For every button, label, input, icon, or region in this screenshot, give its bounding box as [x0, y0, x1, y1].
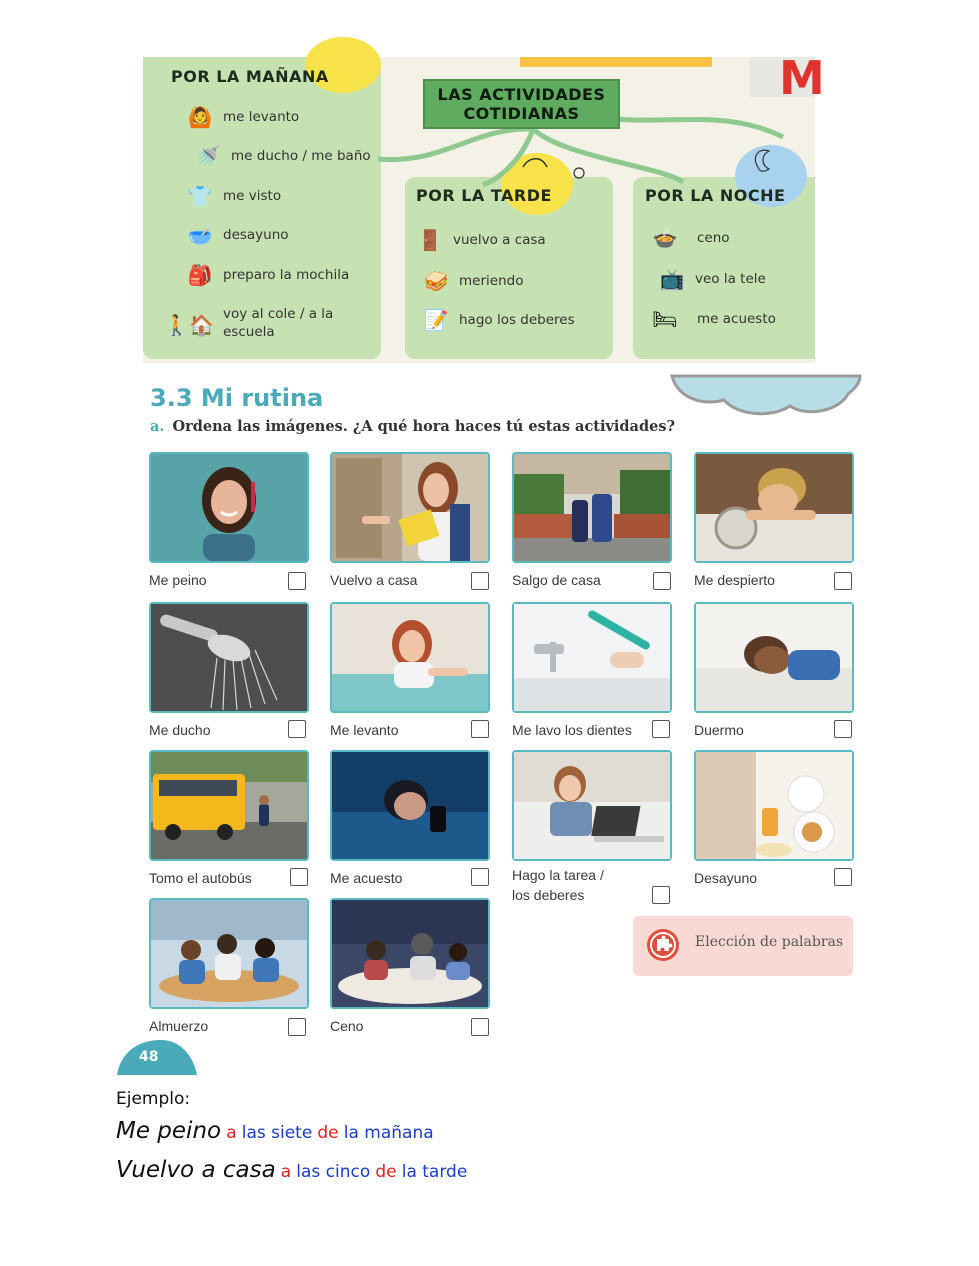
breakfast-icon: 🥣 [187, 223, 213, 247]
order-checkbox[interactable] [288, 572, 306, 590]
dinner-bowl-icon: 🍲 [652, 226, 678, 250]
card-caption-line1: Hago la tarea / [512, 867, 604, 883]
noche-item [639, 223, 730, 253]
activity-label: preparo la mochila [223, 267, 350, 283]
order-checkbox[interactable] [652, 886, 670, 904]
example-de: de [375, 1162, 397, 1182]
cloud-decoration [672, 376, 860, 418]
manana-item [183, 260, 349, 290]
snack-icon: 🥪 [423, 269, 449, 293]
activity-label: me acuesto [697, 311, 776, 327]
card-caption: Me levanto [330, 722, 399, 738]
example-time: las siete [241, 1123, 313, 1143]
photo-toothbrush-sink [512, 602, 672, 713]
example-a: a [226, 1123, 237, 1143]
manana-item [183, 102, 299, 132]
door-icon: 🚪 [417, 228, 443, 252]
order-checkbox[interactable] [290, 868, 308, 886]
example-period: la tarde [401, 1162, 468, 1182]
photo-girl-opening-door [330, 452, 490, 563]
activity-label-line2: escuela [223, 324, 275, 340]
activity-label: me levanto [223, 109, 300, 125]
photo-boy-sleeping [694, 602, 854, 713]
example-line-2 [116, 1157, 467, 1183]
photo-girl-in-bed-phone [330, 750, 490, 861]
photo-girl-getting-up [330, 602, 490, 713]
photo-students-lunch [149, 898, 309, 1009]
activity-label: hago los deberes [459, 312, 575, 328]
order-checkbox[interactable] [834, 868, 852, 886]
photo-boy-laptop [512, 750, 672, 861]
shower-icon: 🚿 [195, 144, 221, 168]
example-de: de [317, 1123, 339, 1143]
order-checkbox[interactable] [471, 572, 489, 590]
word-choice-box[interactable] [633, 916, 853, 976]
activity-label: veo la tele [695, 271, 766, 287]
order-checkbox[interactable] [834, 572, 852, 590]
activity-label: me ducho / me baño [231, 148, 371, 164]
dressing-icon: 👕 [187, 184, 213, 208]
photo-breakfast-table [694, 750, 854, 861]
photo-shower-head [149, 602, 309, 713]
example-line-1 [116, 1118, 434, 1144]
card-caption: Tomo el autobús [149, 870, 252, 886]
page-number: 48 [139, 1049, 159, 1065]
example-time: las cinco [296, 1162, 371, 1182]
order-checkbox[interactable] [288, 720, 306, 738]
card-caption: Me peino [149, 572, 207, 588]
puzzle-icon [646, 928, 680, 962]
photo-family-dinner [330, 898, 490, 1009]
manana-item [183, 181, 281, 211]
tv-icon: 📺 [659, 267, 685, 291]
manana-title: POR LA MAÑANA [171, 67, 329, 86]
instruction-letter: a. [150, 418, 165, 435]
walking-to-school-icon: 🚶🏠 [164, 313, 214, 337]
photo-kids-leaving-home [512, 452, 672, 563]
brand-letter: M [779, 51, 825, 105]
tarde-item [419, 266, 523, 296]
order-checkbox[interactable] [288, 1018, 306, 1036]
card-caption: Me despierto [694, 572, 775, 588]
card-caption: Me ducho [149, 722, 211, 738]
noche-title: POR LA NOCHE [645, 186, 786, 205]
card-caption-line2: los deberes [512, 887, 585, 903]
card-caption: Me lavo los dientes [512, 722, 632, 738]
card-caption: Duermo [694, 722, 744, 738]
center-topic-line1: LAS ACTIVIDADES [437, 85, 606, 104]
noche-item [655, 264, 766, 294]
example-activity: Me peino [116, 1118, 222, 1144]
section-title: 3.3 Mi rutina [150, 384, 324, 412]
activity-label [223, 305, 333, 341]
word-choice-label: Elección de palabras [695, 934, 844, 950]
bed-icon: 🛏 [652, 307, 678, 331]
activity-label: ceno [697, 230, 730, 246]
card-caption: Ceno [330, 1018, 364, 1034]
order-checkbox[interactable] [471, 868, 489, 886]
activity-label: me visto [223, 188, 282, 204]
center-topic-line2: COTIDIANAS [463, 104, 580, 123]
card-caption: Desayuno [694, 870, 758, 886]
card-caption: Almuerzo [149, 1018, 209, 1034]
photo-girl-combing-hair [149, 452, 309, 563]
card-caption: Vuelvo a casa [330, 572, 418, 588]
manana-item [161, 303, 333, 347]
homework-icon: 📝 [423, 308, 449, 332]
activity-label: vuelvo a casa [453, 232, 546, 248]
activity-label: meriendo [459, 273, 524, 289]
activity-label: desayuno [223, 227, 289, 243]
example-activity: Vuelvo a casa [116, 1157, 276, 1183]
example-label: Ejemplo: [116, 1089, 191, 1109]
tarde-title: POR LA TARDE [416, 186, 552, 205]
order-checkbox[interactable] [653, 572, 671, 590]
backpack-icon: 🎒 [187, 263, 213, 287]
center-topic-box [423, 79, 620, 129]
center-topic [425, 85, 618, 123]
mindmap-banner [143, 51, 825, 363]
card-caption: Salgo de casa [512, 572, 601, 588]
order-checkbox[interactable] [652, 720, 670, 738]
noche-item [639, 304, 776, 334]
order-checkbox[interactable] [471, 720, 489, 738]
example-a: a [280, 1162, 292, 1182]
order-checkbox[interactable] [834, 720, 852, 738]
manana-item [191, 141, 371, 171]
instruction [150, 418, 675, 435]
stretching-person-icon: 🙆 [187, 105, 213, 129]
tarde-item [413, 225, 546, 255]
instruction-text: Ordena las imágenes. ¿A qué hora haces tú estas actividades? [172, 418, 675, 435]
activity-label-line1: voy al cole / a la [223, 306, 334, 322]
order-checkbox[interactable] [471, 1018, 489, 1036]
example-period: la mañana [343, 1123, 434, 1143]
card-caption: Me acuesto [330, 870, 403, 886]
photo-school-bus [149, 750, 309, 861]
photo-boy-alarm-clock [694, 452, 854, 563]
manana-item [183, 220, 289, 250]
tarde-item [419, 305, 575, 335]
card-caption [512, 865, 642, 905]
